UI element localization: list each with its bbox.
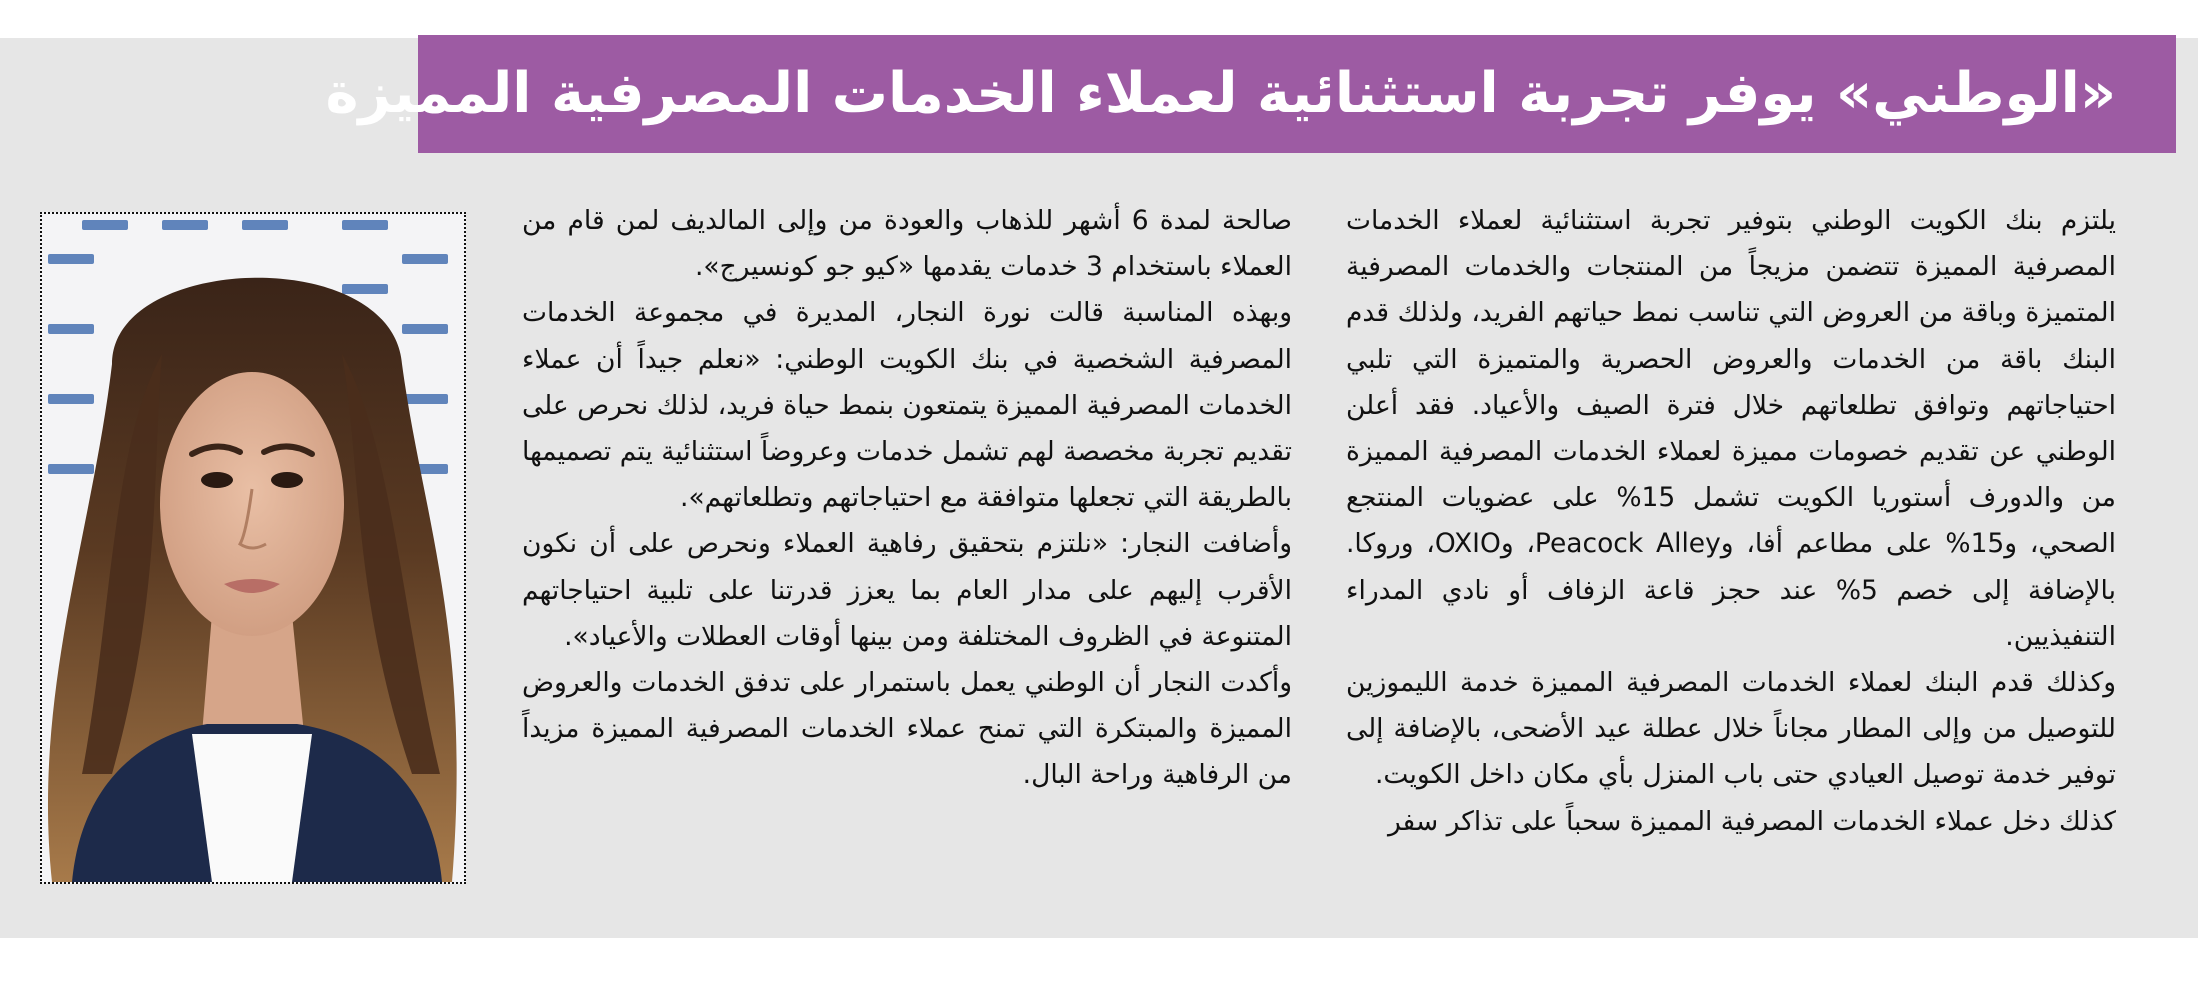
article-headline: «الوطني» يوفر تجربة استثنائية لعملاء الخدمات المصرفية المميزة [325, 61, 2116, 126]
article-column-right [1346, 198, 2116, 845]
portrait-photo [40, 212, 466, 884]
paragraph: صالحة لمدة 6 أشهر للذهاب والعودة من وإلى المالديف لمن قام من العملاء باستخدام 3 خدمات يقدمها «كيو جو كونسيرج». [522, 205, 1292, 283]
paragraph: وأضافت النجار: «نلتزم بتحقيق رفاهية العملاء ونحرص على أن نكون الأقرب إليهم على مدار العام بما يعزز قدرتنا على تلبية احتياجاتهم المتنوعة في الظروف المختلفة ومن بينها أوقات العطلات والأعياد». [522, 528, 1292, 652]
article-column-middle [522, 198, 1292, 799]
paragraph: يلتزم بنك الكويت الوطني بتوفير تجربة استثنائية لعملاء الخدمات المصرفية المميزة تتضمن مزيجاً من المنتجات والخدمات المصرفية المتميزة وباقة من العروض التي تناسب نمط حياتهم الفريد، ولذلك قدم البنك باقة من الخدمات والعروض الحصرية والمتميزة التي تلبي احتياجاتهم وتوافق تطلعاتهم خلال فترة الصيف والأعياد. فقد أعلن الوطني عن تقديم خصومات مميزة لعملاء الخدمات المصرفية المميزة من والدورف أستوريا الكويت تشمل 15% على عضويات المنتجع الصحي، و15% على مطاعم أفا، وPeacock Alley، وOXIO، وروكا. بالإضافة إلى خصم 5% عند حجز قاعة الزفاف أو نادي المدراء التنفيذيين. [1346, 205, 2117, 652]
headline-banner [325, 35, 2176, 153]
portrait-illustration [42, 214, 464, 882]
paragraph: وكذلك قدم البنك لعملاء الخدمات المصرفية المميزة خدمة الليموزين للتوصيل من وإلى المطار مجاناً خلال عطلة عيد الأضحى، بالإضافة إلى توفير خدمة توصيل العيادي حتى باب المنزل بأي مكان داخل الكويت. [1346, 667, 2116, 791]
paragraph: وبهذه المناسبة قالت نورة النجار، المديرة في مجموعة الخدمات المصرفية الشخصية في بنك الكويت الوطني: «نعلم جيداً أن عملاء الخدمات المصرفية المميزة يتمتعون بنمط حياة فريد، لذلك نحرص على تقديم تجربة مخصصة لهم تشمل خدمات وعروضاً استثنائية يتم تصميمها بالطريقة التي تجعلها متوافقة مع احتياجاتهم وتطلعاتهم». [522, 297, 1292, 514]
paragraph: كذلك دخل عملاء الخدمات المصرفية المميزة سحباً على تذاكر سفر [1387, 805, 2116, 837]
paragraph: وأكدت النجار أن الوطني يعمل باستمرار على تدفق الخدمات والعروض المميزة والمبتكرة التي تمنح عملاء الخدمات المصرفية المميزة مزيداً من الرفاهية وراحة البال. [522, 667, 1292, 791]
